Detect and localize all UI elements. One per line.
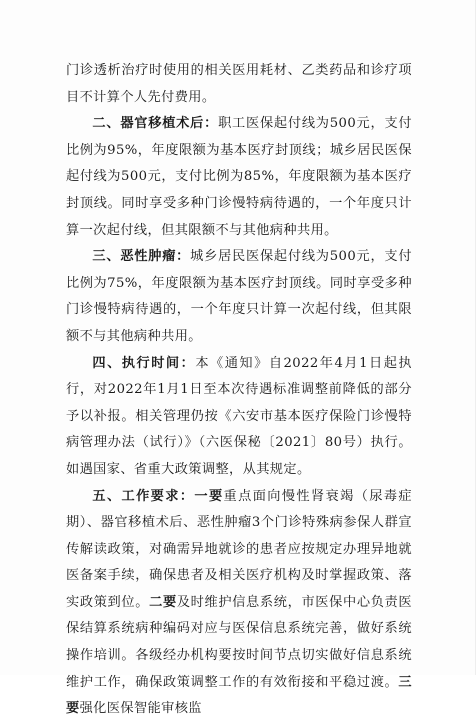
requirement-text-1: 重点面向慢性肾衰竭（尿毒症期）、器官移植术后、恶性肿瘤3个门诊特殊病参保人群宣传解读政策，对确需异地就诊的患者应按规定办理异地就医备案手续，确保患者及相关医疗机构及时掌握政策、落实政策到位。	[66, 488, 412, 610]
paragraph-organ-transplant	[66, 111, 412, 244]
requirement-marker-2: 二要	[149, 594, 177, 610]
paragraph-text: 城乡居民医保起付线为500元，支付比例为75%，年度限额为基本医疗封顶线。同时享受多种门诊慢特病待遇的，一个年度只计算一次起付线，但其限额不与其他病种共用。	[66, 249, 412, 344]
requirement-marker-3: 三要	[66, 674, 412, 717]
section-heading-effective-date: 四、执行时间：	[92, 355, 196, 371]
section-heading-organ-transplant: 二、器官移植术后：	[92, 116, 219, 132]
paragraph-text: 门诊透析治疗时使用的相关医用耗材、乙类药品和诊疗项目不计算个人先付费用。	[66, 63, 412, 105]
section-heading-work-requirements: 五、工作要求：	[92, 488, 195, 504]
paragraph-effective-date	[66, 351, 412, 484]
requirement-text-2: 及时维护信息系统，市医保中心负责医保结算系统病种编码对应与医保信息系统完善，做好系统操作培训。各级经办机构要按时间节点切实做好信息系统维护工作，确保政策调整工作的有效衔接和平稳过渡。	[66, 594, 412, 690]
paragraph-text: 职工医保起付线为500元，支付比例为95%，年度限额为基本医疗封顶线；城乡居民医保起付线为500元，支付比例为85%，年度限额为基本医疗封顶线。同时享受多种门诊慢特病待遇的，一个年度只计算一次起付线，但其限额不与其他病种共用。	[66, 116, 412, 238]
section-heading-malignant-tumor: 三、恶性肿瘤：	[92, 249, 191, 265]
paragraph-malignant-tumor	[66, 244, 412, 350]
paragraph-text: 本《通知》自2022年4月1日起执行，对2022年1月1日至本次待遇标准调整前降低的部分予以补报。相关管理仍按《六安市基本医疗保险门诊慢特病管理办法（试行）》（六医保秘〔2021〕80号）执行。如遇国家、省重大政策调整，从其规定。	[66, 355, 412, 477]
paragraph-work-requirements	[66, 484, 412, 723]
requirement-text-3: 强化医保智能审核监	[79, 701, 202, 717]
requirement-marker-1: 一要	[194, 488, 224, 504]
paragraph-dialysis-note	[66, 58, 412, 111]
document-body	[66, 58, 412, 723]
